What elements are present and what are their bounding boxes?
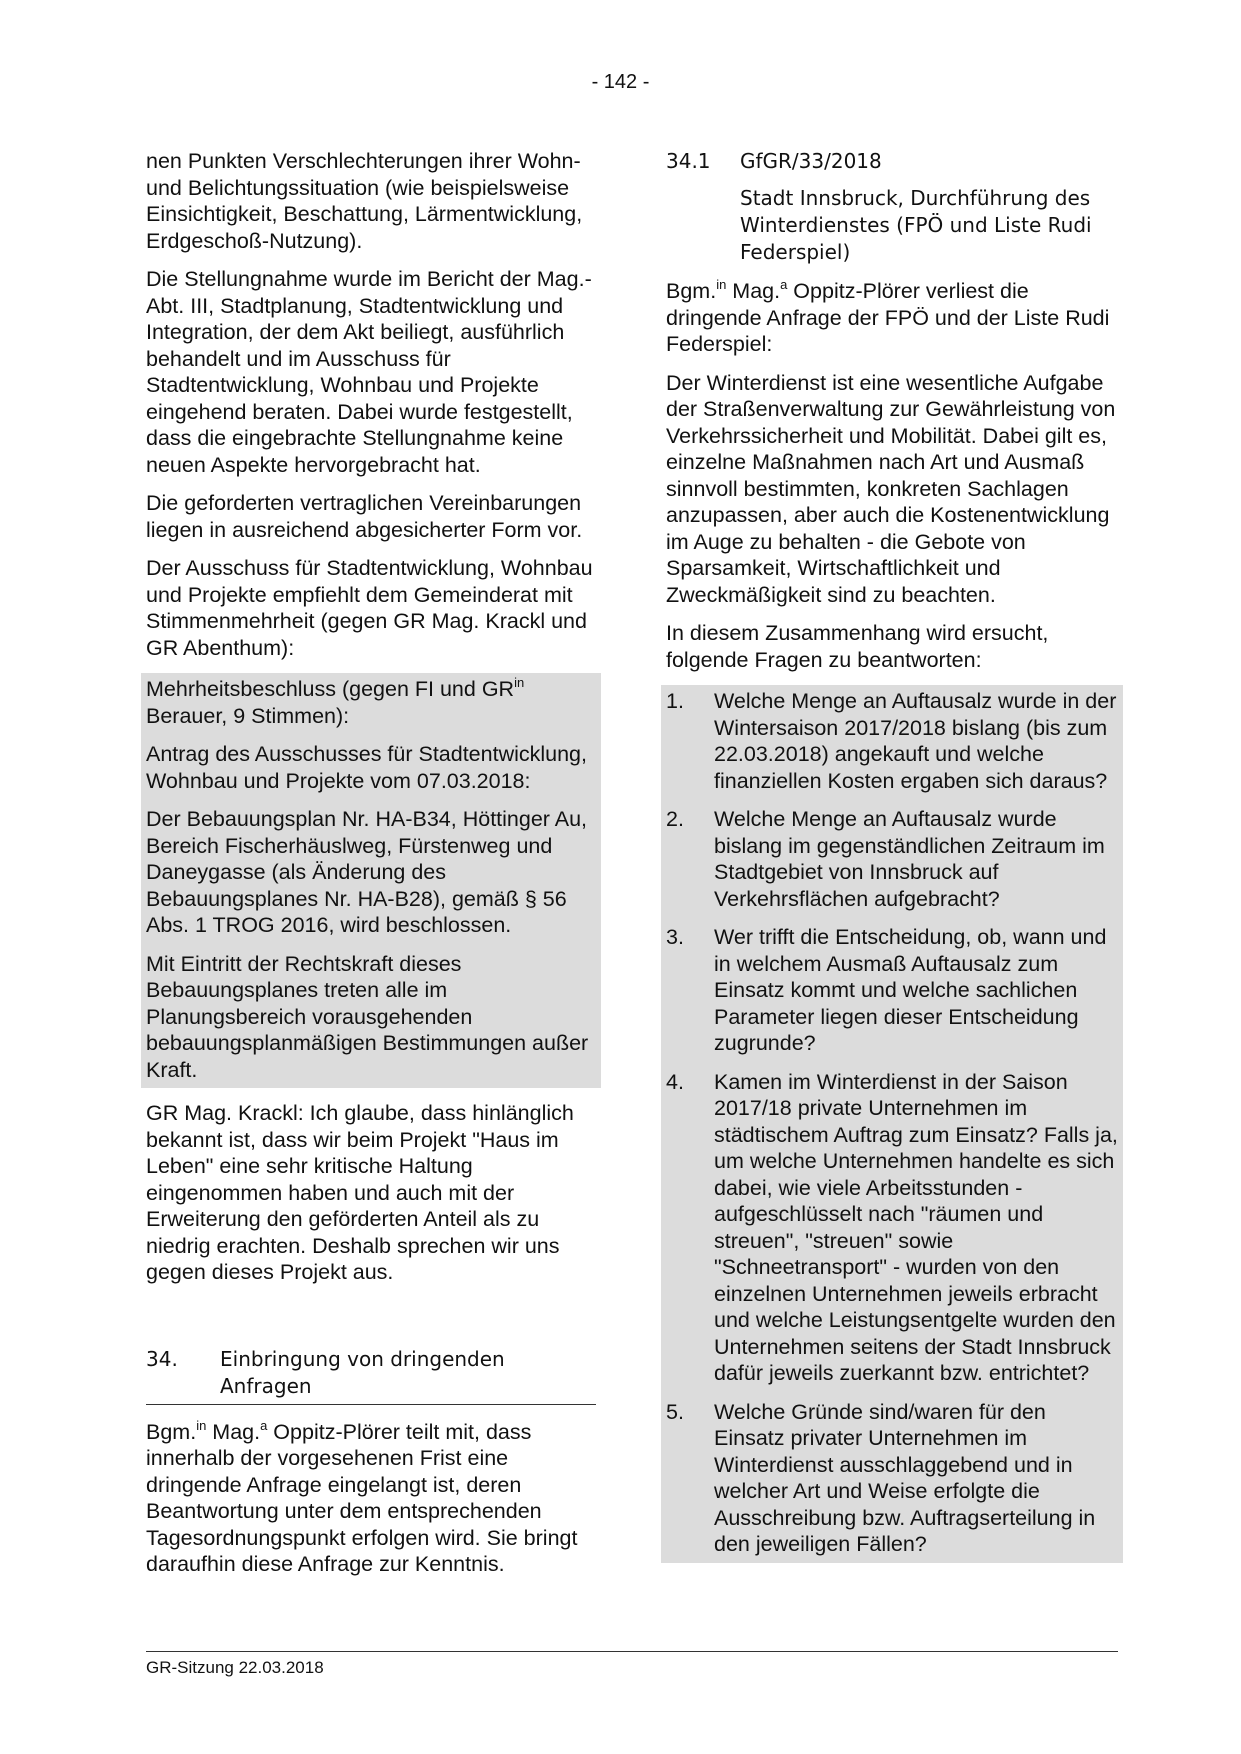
right-column (666, 148, 1118, 1563)
question-text: Welche Gründe sind/waren für den Einsatz privater Unternehmen im Winterdienst ausschlaggebend und in welcher Art und Weise erfolgte die Ausschreibung bzw. Auftragserteilung in den jeweiligen Fällen? (714, 1399, 1096, 1556)
paragraph: Der Winterdienst ist eine wesentliche Aufgabe der Straßenverwaltung zur Gewährleistung von Verkehrssicherheit und Mobilität. Dabei gilt es, einzelne Maßnahmen nach Art und Ausmaß sinnvoll bestimmten, konkreten Sachlagen anzupassen, aber auch die Kostenentwicklung im Auge zu behalten - die Gebote von Sparsamkeit, Wirtschaftlichkeit und Zweckmäßigkeit sind zu beachten. (666, 370, 1116, 607)
left-column (146, 148, 596, 1590)
section-heading-34-1 (666, 148, 1118, 175)
text: Bgm. (146, 1419, 197, 1444)
list-item (666, 1069, 1118, 1387)
question-text: Kamen im Winterdienst in der Saison 2017/18 private Unternehmen im städtischem Auftrag zum Einsatz? Falls ja, um welche Unternehmen handelte es sich dabei, wie viele Arbeitsstunden - aufgeschlüsselt nach "räumen und streuen", "streuen" sowie "Schneetransport" - wurden von den einzelnen Unternehmen jeweils erbracht und welche Leistungsentgelte wurden den Unternehmen seitens der Stadt Innsbruck dafür jeweils zuerkannt bzw. entrichtet? (714, 1069, 1118, 1385)
superscript: in (196, 1417, 207, 1433)
resolution-box (141, 673, 601, 1088)
list-item (666, 806, 1118, 912)
resolution-text: Mehrheitsbeschluss (gegen FI und GR (146, 677, 515, 701)
resolution-text: Berauer, 9 Stimmen): (146, 703, 350, 728)
question-text: Wer trifft die Entscheidung, ob, wann und in welchem Ausmaß Auftausalz zum Einsatz kommt und welche sachlichen Parameter liegen dieser Entscheidung zugrunde? (714, 925, 1107, 1055)
section-heading-34 (146, 1346, 596, 1405)
resolution-line: Antrag des Ausschusses für Stadtentwicklung, Wohnbau und Projekte vom 07.03.2018: (146, 742, 587, 793)
section-number: 34.1 (666, 149, 711, 173)
question-number: 3. (666, 925, 684, 949)
question-text: Welche Menge an Auftausalz wurde bislang im gegenständlichen Zeitraum im Stadtgebiet von Innsbruck auf Verkehrsflächen aufgebracht? (714, 807, 1105, 911)
paragraph: Die geforderten vertraglichen Vereinbarungen liegen in ausreichend abgesicherter Form vor. (146, 491, 583, 542)
question-number: 2. (666, 807, 684, 831)
list-item (666, 924, 1118, 1057)
resolution-line (146, 676, 596, 729)
question-number: 5. (666, 1399, 684, 1424)
question-text: Welche Menge an Auftausalz wurde in der Wintersaison 2017/2018 bislang (bis zum 22.03.2018) angekauft und welche finanziellen Kosten ergaben sich daraus? (714, 689, 1117, 793)
question-number: 1. (666, 689, 684, 713)
section-title: Einbringung von dringenden Anfragen (220, 1346, 505, 1398)
superscript: a (780, 277, 788, 292)
text: Mag. (726, 279, 781, 303)
text: Bgm. (666, 279, 717, 303)
question-list (661, 685, 1123, 1563)
list-item (666, 688, 1118, 794)
superscript: in (514, 675, 525, 690)
section-code: GfGR/33/2018 (740, 149, 882, 173)
resolution-line: Der Bebauungsplan Nr. HA-B34, Höttinger Au, Bereich Fischerhäuslweg, Fürstenweg und Daneygasse (als Änderung des Bebauungsplanes Nr. HA-B28), gemäß § 56 Abs. 1 TROG 2016, wird beschlossen. (146, 807, 588, 937)
section-number: 34. (146, 1346, 178, 1371)
text: Oppitz-Plörer verliest die dringende Anfrage der FPÖ und der Liste Rudi Federspiel: (666, 279, 1110, 356)
footer-divider (146, 1651, 1118, 1652)
paragraph: Die Stellungnahme wurde im Bericht der Mag.-Abt. III, Stadtplanung, Stadtentwicklung und Integration, der dem Akt beiliegt, ausführlich behandelt und im Ausschuss für Stadtentwicklung, Wohnbau und Projekte eingehend beraten. Dabei wurde festgestellt, dass die eingebrachte Stellungnahme keine neuen Aspekte hervorgebracht hat. (146, 267, 592, 477)
question-number: 4. (666, 1069, 684, 1094)
paragraph (666, 278, 1118, 358)
page-number: - 142 - (591, 71, 650, 93)
list-item (666, 1399, 1118, 1558)
paragraph (146, 1419, 596, 1578)
superscript: in (716, 277, 727, 292)
resolution-line: Mit Eintritt der Rechtskraft dieses Bebauungsplanes treten alle im Planungsbereich vorausgehenden bebauungsplanmäßigen Bestimmungen außer Kraft. (146, 951, 589, 1082)
paragraph: Der Ausschuss für Stadtentwicklung, Wohnbau und Projekte empfiehlt dem Gemeinderat mit Stimmenmehrheit (gegen GR Mag. Krackl und GR Abenthum): (146, 556, 593, 660)
paragraph: In diesem Zusammenhang wird ersucht, folgende Fragen zu beantworten: (666, 621, 1049, 672)
paragraph: GR Mag. Krackl: Ich glaube, dass hinlänglich bekannt ist, dass wir beim Projekt "Haus im Leben" eine sehr kritische Haltung eingenommen haben und auch mit der Erweiterung den geförderten Anteil als zu niedrig erachten. Deshalb sprechen wir uns gegen dieses Projekt aus. (146, 1101, 574, 1284)
text: Mag. (206, 1419, 261, 1444)
section-title: Stadt Innsbruck, Durchführung des Winterdienstes (FPÖ und Liste Rudi Federspiel) (740, 186, 1092, 264)
paragraph: nen Punkten Verschlechterungen ihrer Wohn- und Belichtungssituation (wie beispielsweise Einsichtigkeit, Beschattung, Lärmentwicklung, Erdgeschoß-Nutzung). (146, 149, 583, 253)
footer-text: GR-Sitzung 22.03.2018 (146, 1658, 324, 1677)
text: Oppitz-Plörer teilt mit, dass innerhalb der vorgesehenen Frist eine dringende Anfrage eingelangt ist, deren Beantwortung unter dem entsprechenden Tagesordnungspunkt erfolgen wird. Sie bringt daraufhin diese Anfrage zur Kenntnis. (146, 1419, 578, 1576)
superscript: a (260, 1417, 268, 1433)
